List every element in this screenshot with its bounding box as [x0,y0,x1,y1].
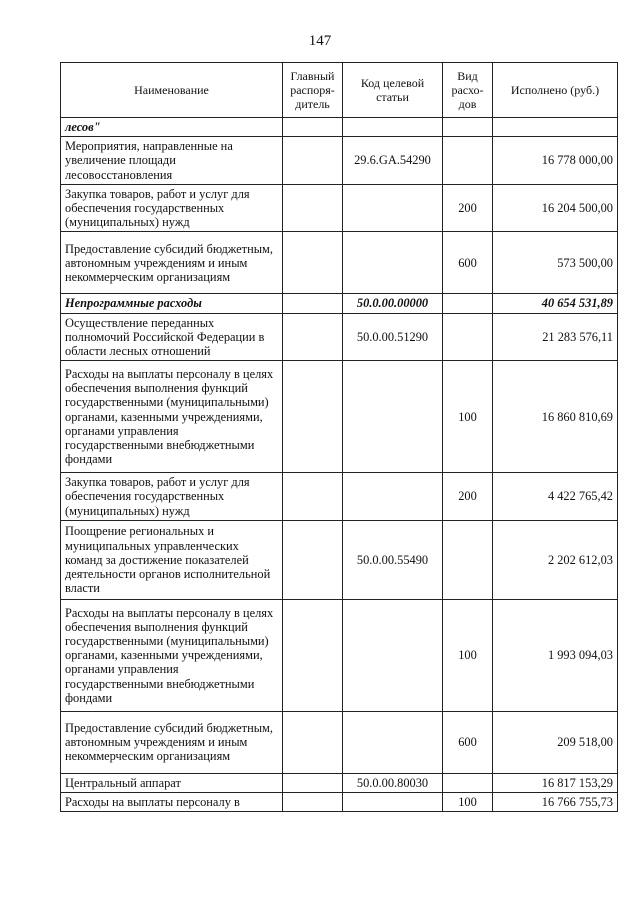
table-row [61,294,618,313]
cell-admin [283,793,343,812]
cell-amount: 21 283 576,11 [493,313,618,361]
cell-name: Расходы на выплаты персоналу в целях обеспечения выполнения функций государственными (муниципальными) органами, казенными учреждениями, органами управления государственными внебюджетными фондами [61,361,283,473]
table-row [61,473,618,521]
cell-name: Мероприятия, направленные на увеличение площади лесовосстановления [61,137,283,185]
table-row [61,520,618,599]
cell-code: 50.0.00.00000 [343,294,443,313]
cell-code [343,711,443,773]
cell-type: 200 [443,184,493,232]
cell-name: Непрограммные расходы [61,294,283,313]
table-row [61,711,618,773]
cell-admin [283,313,343,361]
cell-name: Поощрение региональных и муниципальных управленческих команд за достижение показателей деятельности органов исполнительной власти [61,520,283,599]
cell-code [343,473,443,521]
table-row [61,137,618,185]
cell-code: 29.6.GA.54290 [343,137,443,185]
cell-type [443,313,493,361]
table-row [61,232,618,294]
header-name: Наименование [61,63,283,118]
cell-admin [283,473,343,521]
cell-amount: 2 202 612,03 [493,520,618,599]
cell-type: 600 [443,232,493,294]
cell-type: 100 [443,361,493,473]
cell-amount: 16 778 000,00 [493,137,618,185]
cell-admin [283,520,343,599]
cell-type: 100 [443,793,493,812]
table-row [61,184,618,232]
cell-name: Расходы на выплаты персоналу в целях обеспечения выполнения функций государственными (муниципальными) органами, казенными учреждениями, органами управления государственными внебюджетными фондами [61,599,283,711]
table-row [61,361,618,473]
page-number: 147 [308,33,332,49]
cell-amount: 16 766 755,73 [493,793,618,812]
table-row [61,313,618,361]
cell-code [343,232,443,294]
header-admin: Главный распоря-дитель [283,63,343,118]
header-type: Вид расхо-дов [443,63,493,118]
cell-amount: 4 422 765,42 [493,473,618,521]
cell-amount: 16 860 810,69 [493,361,618,473]
cell-admin [283,599,343,711]
cell-code [343,118,443,137]
cell-admin [283,137,343,185]
cell-admin [283,711,343,773]
cell-amount [493,118,618,137]
table-row [61,599,618,711]
cell-type: 600 [443,711,493,773]
cell-admin [283,773,343,792]
cell-type: 100 [443,599,493,711]
cell-type [443,773,493,792]
cell-amount: 16 204 500,00 [493,184,618,232]
cell-admin [283,118,343,137]
cell-amount: 40 654 531,89 [493,294,618,313]
cell-type: 200 [443,473,493,521]
cell-name: Закупка товаров, работ и услуг для обеспечения государственных (муниципальных) нужд [61,184,283,232]
cell-name: лесов" [61,118,283,137]
cell-name: Расходы на выплаты персоналу в [61,793,283,812]
table-header-row [61,63,618,118]
table-body [61,118,618,812]
cell-name: Осуществление переданных полномочий Российской Федерации в области лесных отношений [61,313,283,361]
cell-code [343,184,443,232]
cell-name: Предоставление субсидий бюджетным, автономным учреждениям и иным некоммерческим организациям [61,232,283,294]
table-row [61,118,618,137]
budget-table [60,62,618,812]
cell-admin [283,361,343,473]
cell-admin [283,184,343,232]
cell-type [443,137,493,185]
table-row [61,793,618,812]
header-code: Код целевой статьи [343,63,443,118]
cell-name: Закупка товаров, работ и услуг для обеспечения государственных (муниципальных) нужд [61,473,283,521]
cell-code [343,793,443,812]
cell-type [443,294,493,313]
cell-code: 50.0.00.80030 [343,773,443,792]
cell-code: 50.0.00.55490 [343,520,443,599]
cell-code [343,599,443,711]
cell-amount: 16 817 153,29 [493,773,618,792]
cell-admin [283,232,343,294]
cell-amount: 573 500,00 [493,232,618,294]
cell-admin [283,294,343,313]
cell-code: 50.0.00.51290 [343,313,443,361]
cell-type [443,520,493,599]
cell-name: Центральный аппарат [61,773,283,792]
cell-amount: 209 518,00 [493,711,618,773]
cell-name: Предоставление субсидий бюджетным, автономным учреждениям и иным некоммерческим организациям [61,711,283,773]
cell-type [443,118,493,137]
table-row [61,773,618,792]
cell-code [343,361,443,473]
header-amount: Исполнено (руб.) [493,63,618,118]
cell-amount: 1 993 094,03 [493,599,618,711]
